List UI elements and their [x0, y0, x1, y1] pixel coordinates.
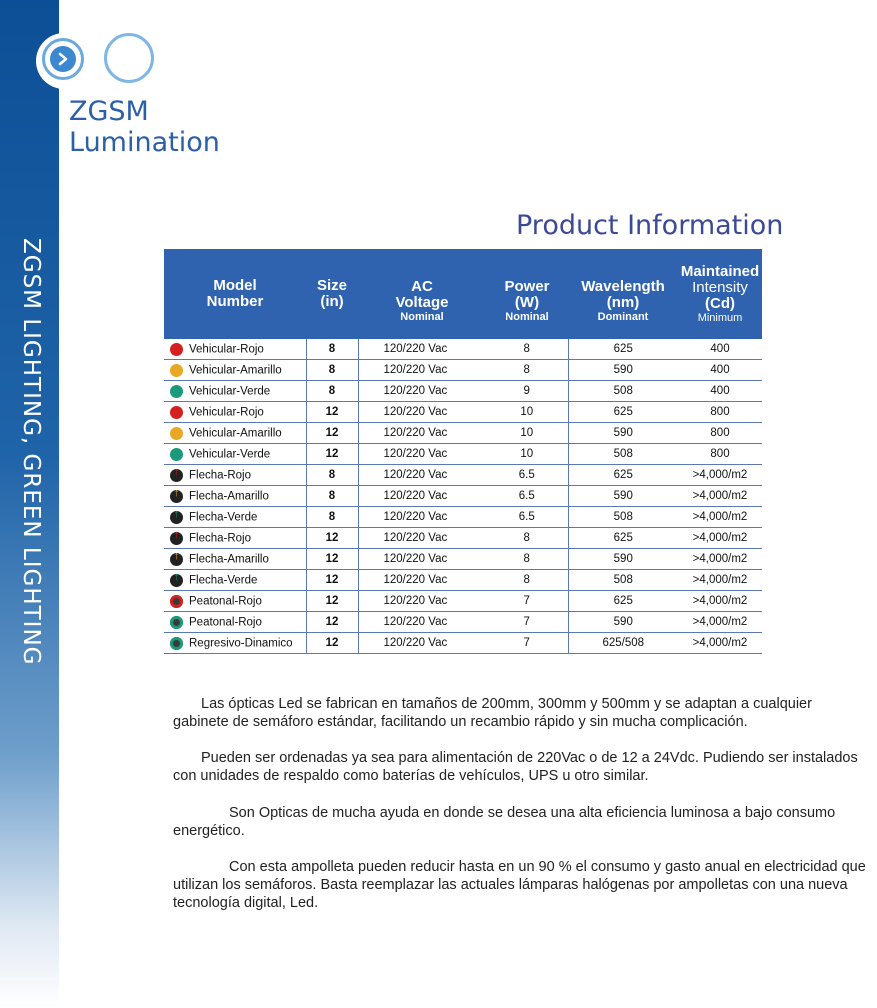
empty-circle-button[interactable]: [104, 33, 154, 83]
cell-size: 12: [306, 528, 358, 549]
arrow-signal-icon: [170, 553, 183, 566]
cell-wavelength: 625/508: [568, 633, 678, 654]
cell-wavelength: 590: [568, 486, 678, 507]
cell-wavelength: 590: [568, 549, 678, 570]
cell-size: 12: [306, 570, 358, 591]
cell-intensity: >4,000/m2: [678, 549, 762, 570]
model-name: Regresivo-Dinamico: [189, 637, 293, 650]
paragraph-text: Las ópticas Led se fabrican en tamaños de 200mm, 300mm y 500mm y se adaptan a cualquier gabinete de semáforo estándar, facilitando un recambio rápido y sin mucha complicación.: [173, 696, 812, 730]
paragraph: [173, 858, 868, 912]
paragraph: [173, 749, 868, 785]
model-name: Flecha-Amarillo: [189, 553, 269, 566]
cell-size: 12: [306, 591, 358, 612]
arrow-signal-icon: [170, 574, 183, 587]
cell-voltage: 120/220 Vac: [358, 528, 486, 549]
table-row: [164, 465, 762, 486]
table-row: [164, 570, 762, 591]
cell-voltage: 120/220 Vac: [358, 612, 486, 633]
paragraph-text: Pueden ser ordenadas ya sea para alimentación de 220Vac o de 12 a 24Vdc. Pudiendo ser instalados con unidades de respaldo como baterías de vehículos, UPS u otro similar.: [173, 750, 858, 784]
table-row: [164, 612, 762, 633]
cell-intensity: >4,000/m2: [678, 570, 762, 591]
table-row: [164, 591, 762, 612]
cell-intensity: 400: [678, 339, 762, 360]
cell-wavelength: 508: [568, 507, 678, 528]
section-title: Product Information: [516, 210, 784, 241]
cell-model: [164, 423, 306, 444]
paragraph-text: Son Opticas de mucha ayuda en donde se desea una alta eficiencia luminosa a bajo consumo energético.: [173, 805, 836, 839]
model-name: Vehicular-Amarillo: [189, 364, 282, 377]
cell-intensity: 400: [678, 381, 762, 402]
model-name: Flecha-Rojo: [189, 532, 251, 545]
cell-size: 12: [306, 549, 358, 570]
cell-wavelength: 625: [568, 465, 678, 486]
cell-size: 8: [306, 381, 358, 402]
cell-wavelength: 625: [568, 591, 678, 612]
header-voltage: AC Voltage Nominal: [358, 249, 486, 339]
model-name: Flecha-Amarillo: [189, 490, 269, 503]
cell-model: [164, 528, 306, 549]
signal-lamp-icon: [170, 385, 183, 398]
sidebar-band: [0, 0, 59, 1008]
cell-model: [164, 402, 306, 423]
cell-voltage: 120/220 Vac: [358, 486, 486, 507]
cell-model: [164, 360, 306, 381]
cell-size: 8: [306, 507, 358, 528]
cell-power: 10: [486, 402, 568, 423]
cell-intensity: >4,000/m2: [678, 507, 762, 528]
paragraph: [173, 804, 868, 840]
cell-wavelength: 508: [568, 444, 678, 465]
cell-model: [164, 633, 306, 654]
signal-lamp-icon: [170, 343, 183, 356]
cell-power: 6.5: [486, 507, 568, 528]
cell-power: 6.5: [486, 486, 568, 507]
cell-size: 8: [306, 339, 358, 360]
pedestrian-signal-icon: [170, 595, 183, 608]
cell-intensity: >4,000/m2: [678, 486, 762, 507]
cell-intensity: 400: [678, 360, 762, 381]
paragraph: [173, 695, 868, 731]
cell-model: [164, 507, 306, 528]
cell-model: [164, 549, 306, 570]
cell-voltage: 120/220 Vac: [358, 570, 486, 591]
cell-wavelength: 508: [568, 381, 678, 402]
table-row: [164, 549, 762, 570]
model-name: Flecha-Verde: [189, 511, 258, 524]
cell-size: 12: [306, 402, 358, 423]
brand-name: ZGSM: [69, 96, 149, 127]
cell-intensity: >4,000/m2: [678, 591, 762, 612]
cell-voltage: 120/220 Vac: [358, 360, 486, 381]
table-body: [164, 339, 762, 654]
cell-power: 10: [486, 423, 568, 444]
cell-size: 12: [306, 612, 358, 633]
next-button[interactable]: [42, 38, 84, 80]
model-name: Flecha-Verde: [189, 574, 258, 587]
header-model: Model Number: [164, 249, 306, 339]
cell-size: 8: [306, 465, 358, 486]
signal-lamp-icon: [170, 427, 183, 440]
pedestrian-signal-icon: [170, 637, 183, 650]
model-name: Vehicular-Verde: [189, 385, 271, 398]
cell-wavelength: 590: [568, 612, 678, 633]
cell-intensity: 800: [678, 444, 762, 465]
product-spec-table: [164, 249, 762, 654]
cell-wavelength: 590: [568, 423, 678, 444]
cell-power: 8: [486, 549, 568, 570]
cell-wavelength: 625: [568, 339, 678, 360]
signal-lamp-icon: [170, 406, 183, 419]
table-row: [164, 528, 762, 549]
cell-size: 8: [306, 486, 358, 507]
cell-power: 8: [486, 570, 568, 591]
cell-power: 7: [486, 591, 568, 612]
cell-power: 8: [486, 360, 568, 381]
cell-intensity: >4,000/m2: [678, 612, 762, 633]
cell-power: 6.5: [486, 465, 568, 486]
cell-intensity: >4,000/m2: [678, 633, 762, 654]
signal-lamp-icon: [170, 364, 183, 377]
cell-voltage: 120/220 Vac: [358, 402, 486, 423]
header-wavelength: Wavelength (nm) Dominant: [568, 249, 678, 339]
table-row: [164, 423, 762, 444]
model-name: Vehicular-Rojo: [189, 343, 264, 356]
cell-voltage: 120/220 Vac: [358, 444, 486, 465]
model-name: Vehicular-Verde: [189, 448, 271, 461]
cell-wavelength: 625: [568, 528, 678, 549]
table-row: [164, 444, 762, 465]
cell-model: [164, 570, 306, 591]
cell-power: 9: [486, 381, 568, 402]
cell-voltage: 120/220 Vac: [358, 339, 486, 360]
cell-wavelength: 625: [568, 402, 678, 423]
cell-model: [164, 444, 306, 465]
cell-power: 8: [486, 339, 568, 360]
arrow-signal-icon: [170, 511, 183, 524]
table-header-row: [164, 249, 762, 339]
paragraph-text: Con esta ampolleta pueden reducir hasta en un 90 % el consumo y gasto anual en electricidad que utilizan los semáforos. Basta reemplazar las actuales lámparas halógenas por ampolletas con una nueva tecnología digital, Led.: [173, 859, 866, 911]
pedestrian-signal-icon: [170, 616, 183, 629]
signal-lamp-icon: [170, 448, 183, 461]
table-row: [164, 360, 762, 381]
table-row: [164, 381, 762, 402]
cell-voltage: 120/220 Vac: [358, 381, 486, 402]
model-name: Vehicular-Rojo: [189, 406, 264, 419]
table-row: [164, 633, 762, 654]
cell-model: [164, 339, 306, 360]
table-row: [164, 507, 762, 528]
table-row: [164, 486, 762, 507]
header-intensity: Maintained Intensity (Cd) Minimum: [678, 249, 762, 339]
cell-model: [164, 465, 306, 486]
arrow-signal-icon: [170, 490, 183, 503]
model-name: Peatonal-Rojo: [189, 616, 262, 629]
cell-size: 12: [306, 633, 358, 654]
cell-wavelength: 508: [568, 570, 678, 591]
cell-voltage: 120/220 Vac: [358, 549, 486, 570]
model-name: Peatonal-Rojo: [189, 595, 262, 608]
cell-model: [164, 486, 306, 507]
header-power: Power (W) Nominal: [486, 249, 568, 339]
model-name: Flecha-Rojo: [189, 469, 251, 482]
cell-model: [164, 381, 306, 402]
cell-intensity: 800: [678, 423, 762, 444]
cell-voltage: 120/220 Vac: [358, 465, 486, 486]
header-size: Size (in): [306, 249, 358, 339]
cell-power: 8: [486, 528, 568, 549]
cell-size: 12: [306, 444, 358, 465]
cell-intensity: >4,000/m2: [678, 465, 762, 486]
chevron-right-icon: [50, 46, 76, 72]
model-name: Vehicular-Amarillo: [189, 427, 282, 440]
sidebar-tagline: ZGSM LIGHTING, GREEN LIGHTING: [18, 238, 44, 666]
cell-power: 7: [486, 612, 568, 633]
cell-size: 8: [306, 360, 358, 381]
cell-intensity: >4,000/m2: [678, 528, 762, 549]
brand-subname: Lumination: [69, 127, 220, 158]
cell-voltage: 120/220 Vac: [358, 507, 486, 528]
cell-size: 12: [306, 423, 358, 444]
cell-power: 10: [486, 444, 568, 465]
table-row: [164, 339, 762, 360]
cell-intensity: 800: [678, 402, 762, 423]
cell-model: [164, 612, 306, 633]
cell-power: 7: [486, 633, 568, 654]
table-row: [164, 402, 762, 423]
cell-voltage: 120/220 Vac: [358, 423, 486, 444]
cell-model: [164, 591, 306, 612]
cell-wavelength: 590: [568, 360, 678, 381]
cell-voltage: 120/220 Vac: [358, 633, 486, 654]
cell-voltage: 120/220 Vac: [358, 591, 486, 612]
arrow-signal-icon: [170, 469, 183, 482]
arrow-signal-icon: [170, 532, 183, 545]
